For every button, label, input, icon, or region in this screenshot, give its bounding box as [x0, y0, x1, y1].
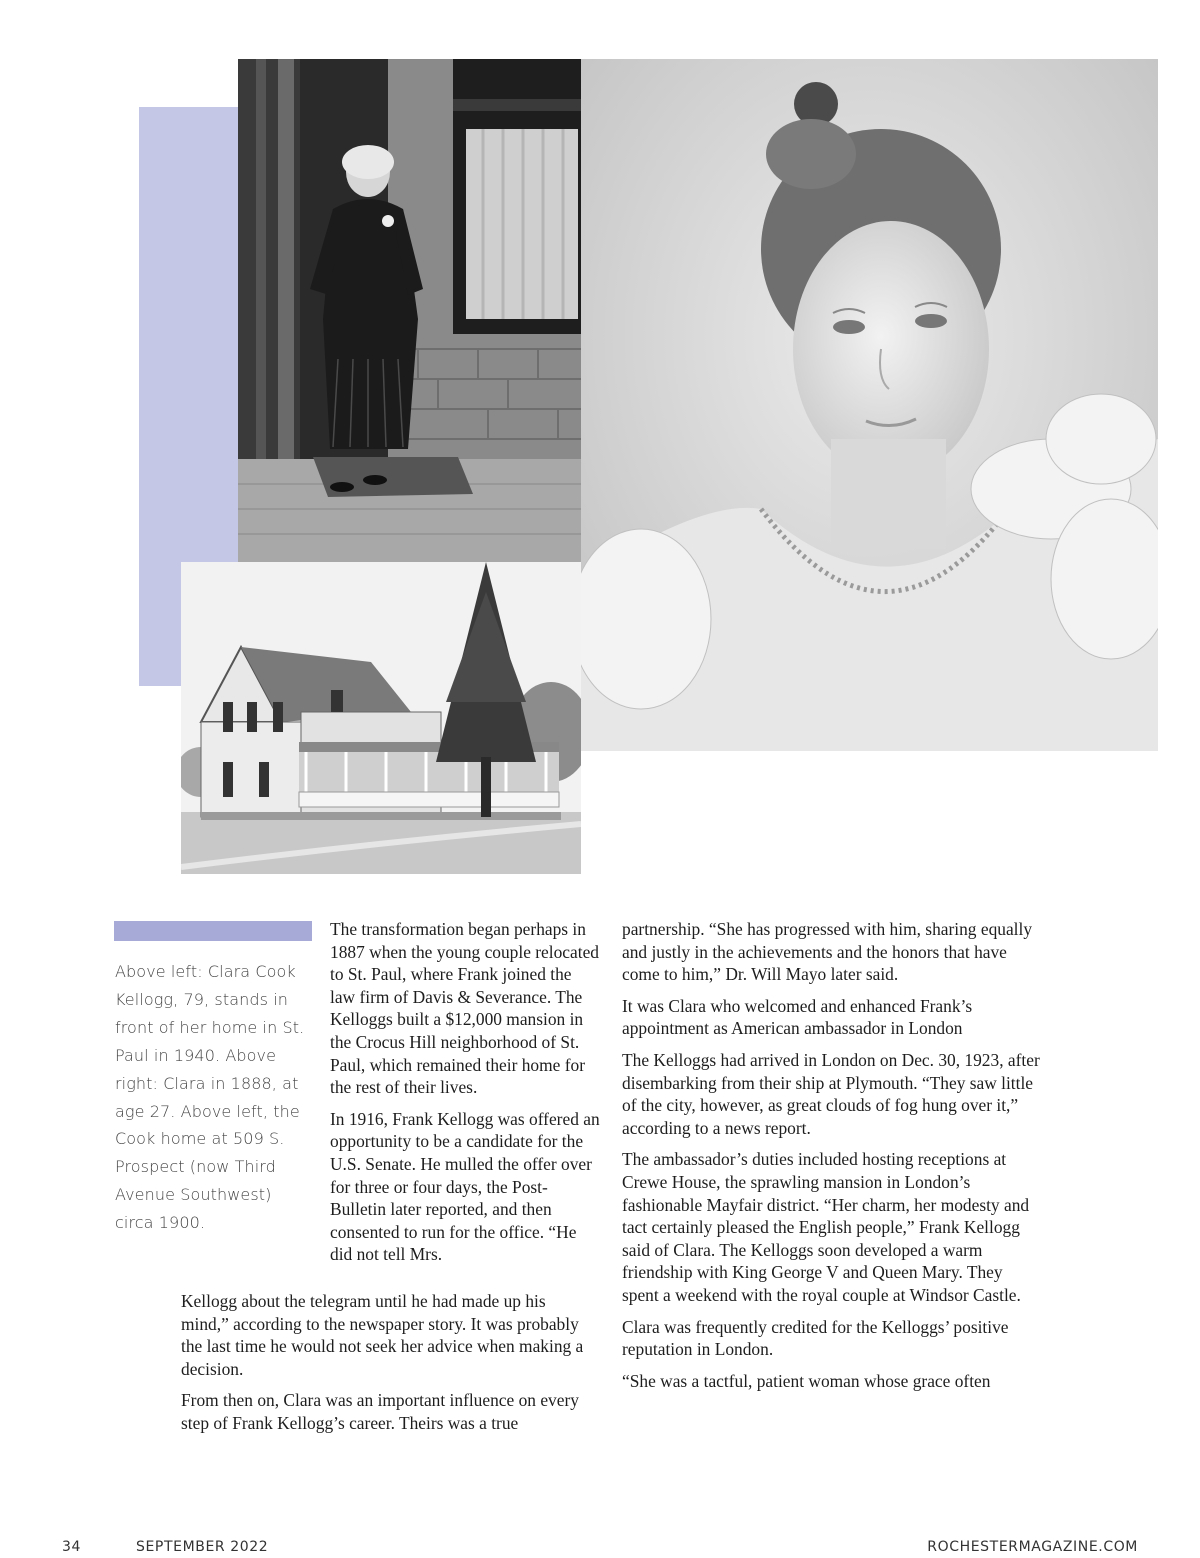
article-paragraph: The transformation began perhaps in 1887 when the young couple relocated to St. Paul, where Frank joined the law firm of Davis & Severance. The Kelloggs built a $12,000 mansion in the Crocus Hill neighborhood of St. Paul, which remained their home for the rest of their lives. [330, 919, 599, 1098]
photo-clara-portrait-1888 [581, 59, 1158, 751]
article-paragraph: Clara was frequently credited for the Kelloggs’ positive reputation in London. [622, 1316, 1009, 1360]
article-column-1-continued [181, 1290, 591, 1444]
article-paragraph: “She was a tactful, patient woman whose grace often [622, 1370, 991, 1391]
article-column-2 [622, 918, 1042, 1401]
website-link[interactable]: ROCHESTERMAGAZINE.COM [927, 1539, 1138, 1555]
photo-cook-home-1900 [181, 562, 581, 874]
issue-date: SEPTEMBER 2022 [136, 1539, 269, 1555]
photo-clara-at-home-1940 [238, 59, 581, 562]
caption-accent-bar [114, 921, 312, 941]
article-paragraph: partnership. “She has progressed with him, sharing equally and justly in the achievements and the honors that have come to him,” Dr. Will Mayo later said. [622, 919, 1033, 985]
article-paragraph: In 1916, Frank Kellogg was offered an opportunity to be a candidate for the U.S. Senate. He mulled the offer over for three or four days, the Post-Bulletin later reported, and then consented to run for the office. “He did not tell Mrs. [330, 1108, 600, 1265]
article-column-1 [330, 918, 600, 1275]
photo-caption: Above left: Clara Cook Kellogg, 79, stands in front of her home in St. Paul in 1940. Above right: Clara in 1888, at age 27. Above left, the Cook home at 509 S. Prospect (now Third Avenue Southwest) circa 1900. [115, 962, 305, 1233]
article-paragraph: Kellogg about the telegram until he had made up his mind,” according to the newspaper story. It was probably the last time he would not seek her advice when making a decision. [181, 1291, 584, 1379]
article-paragraph: The Kelloggs had arrived in London on Dec. 30, 1923, after disembarking from their ship at Plymouth. “They saw little of the city, however, as great clouds of fog hung over it,” according to a news report. [622, 1049, 1040, 1138]
page-number: 34 [62, 1539, 82, 1555]
article-paragraph: From then on, Clara was an important influence on every step of Frank Kellogg’s career. Theirs was a true [181, 1390, 579, 1433]
article-paragraph: It was Clara who welcomed and enhanced Frank’s appointment as American ambassador in London [622, 995, 973, 1039]
article-paragraph: The ambassador’s duties included hosting receptions at Crewe House, the sprawling mansion in London’s fashionable Mayfair district. “Her charm, her modesty and tact certainly pleased the English people,” Frank Kellogg said of Clara. The Kelloggs soon developed a warm friendship with King George V and Queen Mary. They spent a weekend with the royal couple at Windsor Castle. [622, 1149, 1030, 1305]
